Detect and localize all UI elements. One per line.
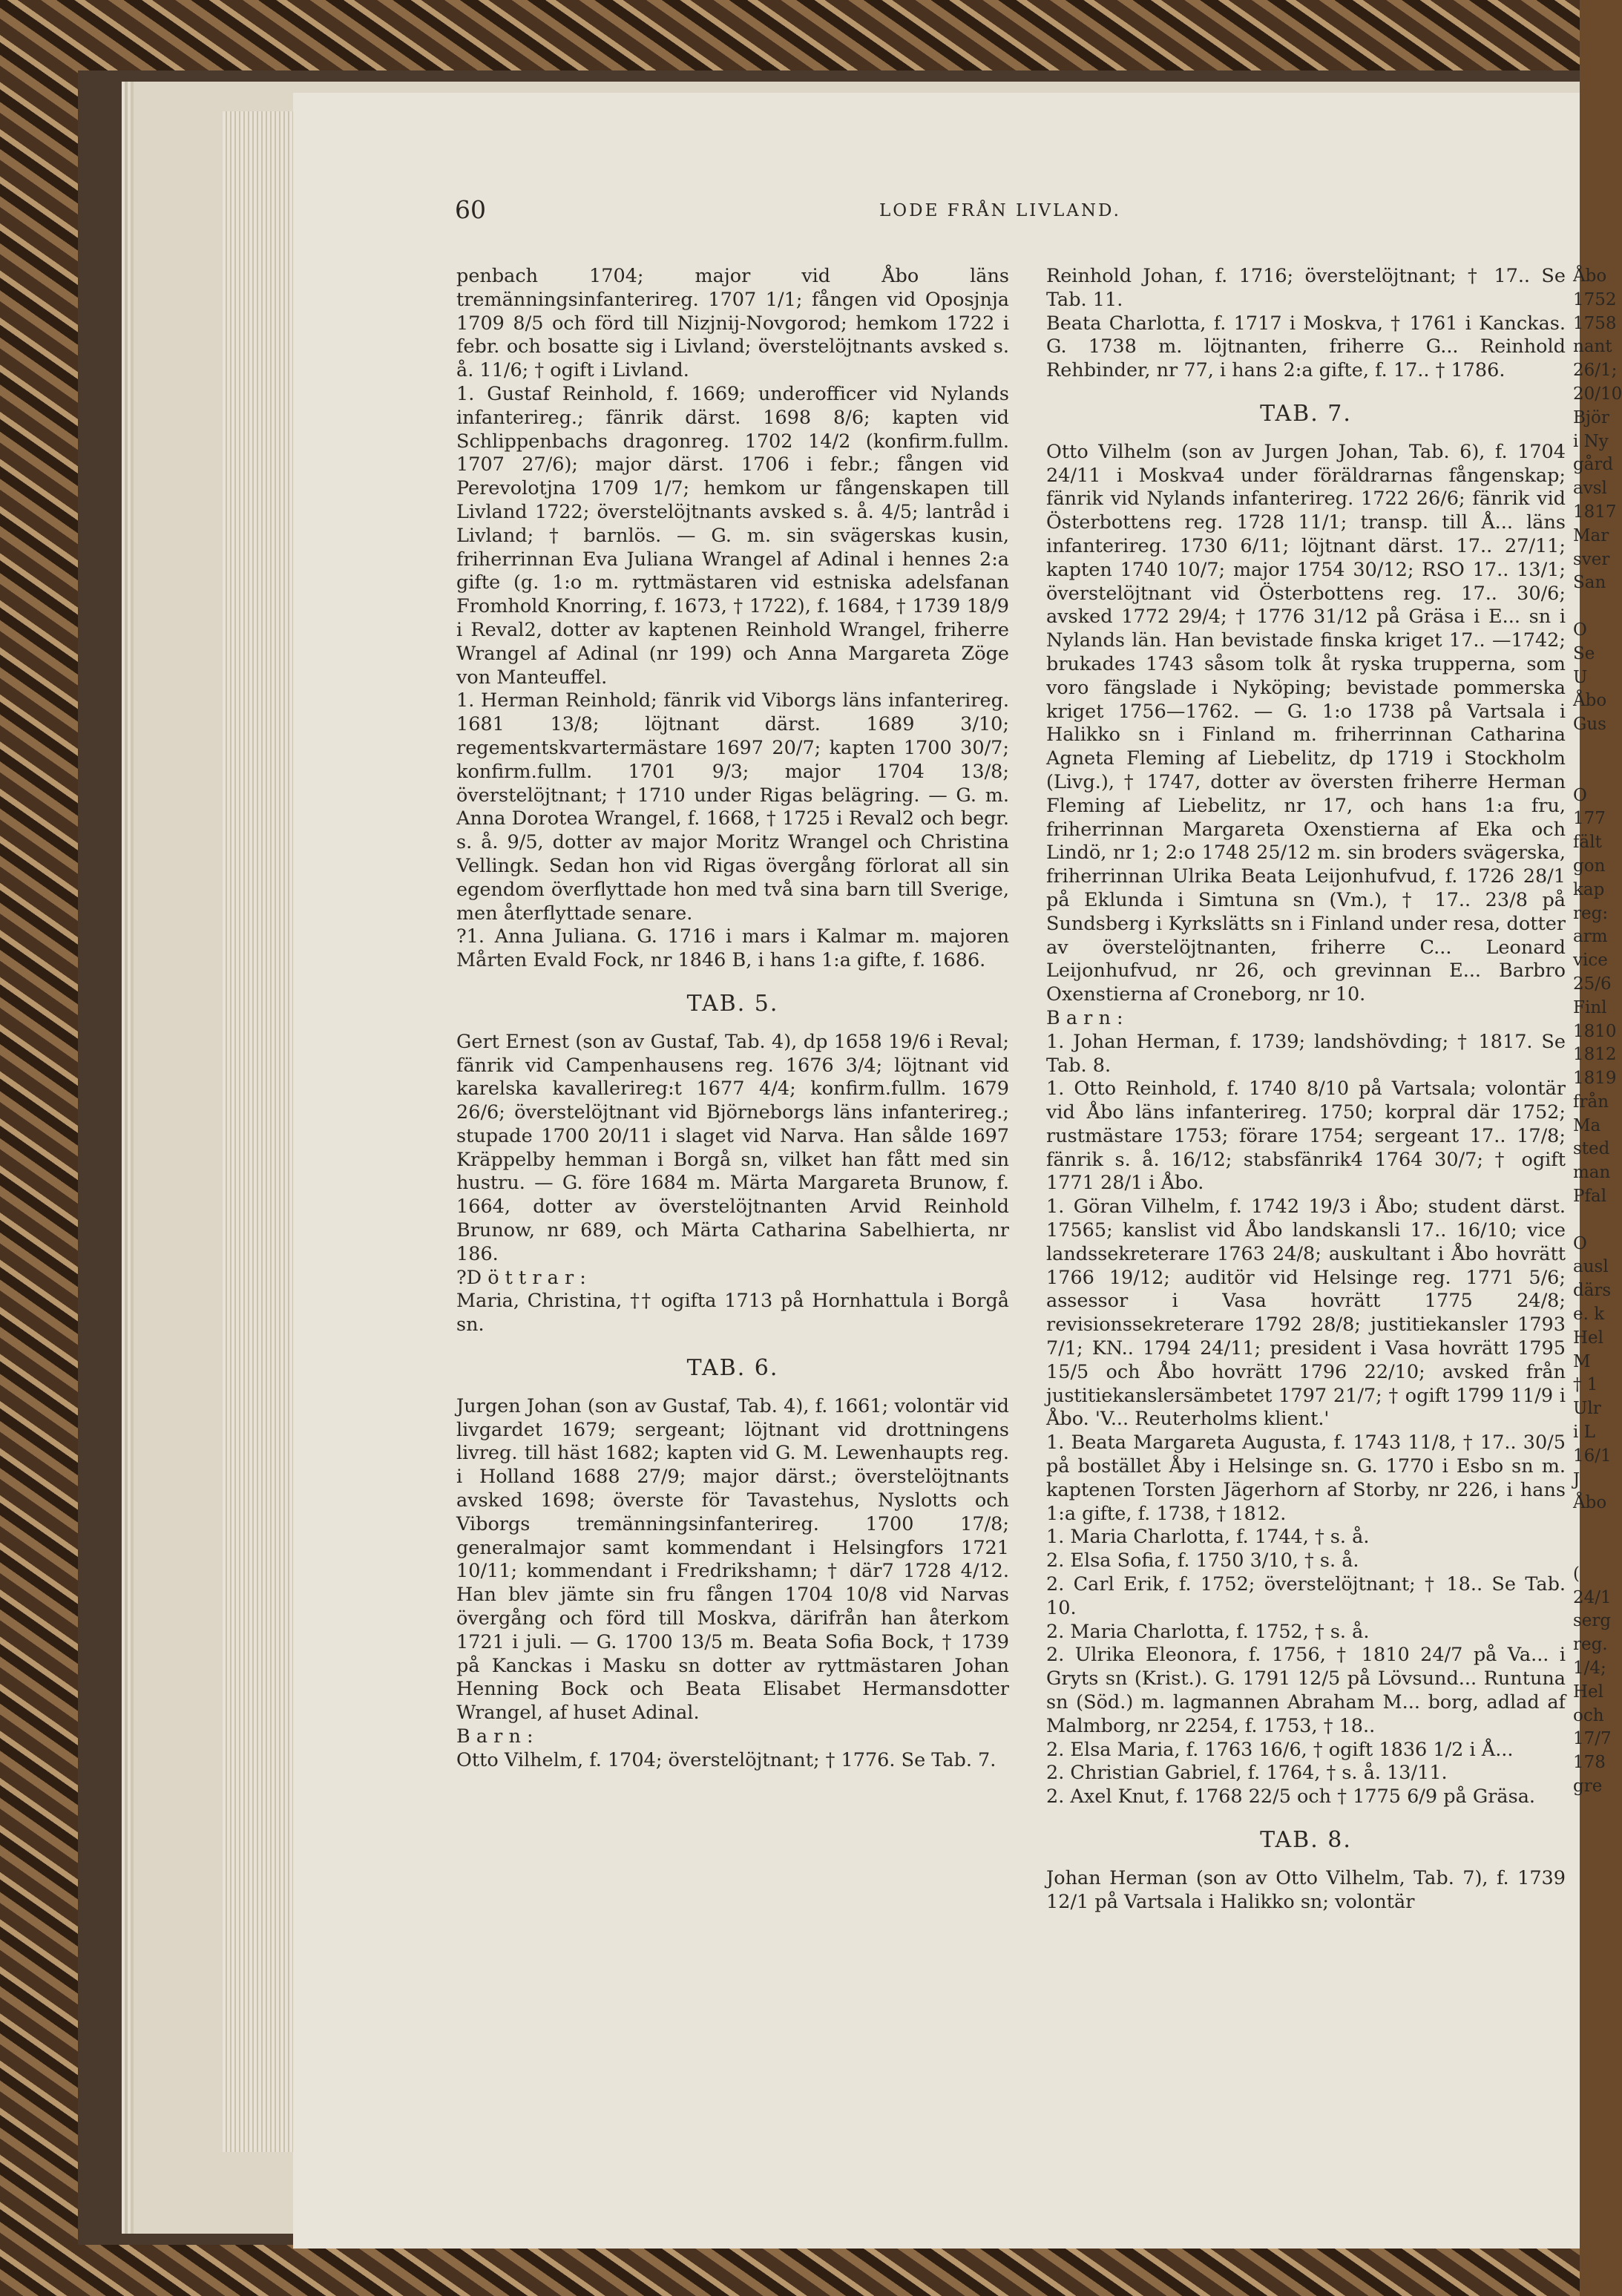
right-line-fragment: Pfal (1573, 1187, 1607, 1207)
left-paragraph: 1. Gustaf Reinhold, f. 1669; underofficer vid Nylands infanterireg.; fänrik därst. 1698 8/6; kapten vid Schlippenbachs dragonreg. 1702 14/2 (konfirm.fullm. 1707 27/6); major därst. 1706 i febr.; fången vid Perevolotjna 1709 1/7; hemkom ur fångenskapen till Livland 1722; överstelöjtnants avsked s. å. 4/5; lantråd i Livland; † barnlös. — G. m. sin svägerskas kusin, friherrinnan Eva Juliana Wrangel af Adinal i hennes 2:a gifte (g. 1:o m. ryttmästaren vid estniska adelsfanan Fromhold Knorring, f. 1673, † 1722), f. 1684, † 1739 18/9 i Reval2, dotter av kaptenen Reinhold Wrangel, friherre Wrangel af Adinal (nr 199) och Anna Margareta Zöge von Manteuffel. (456, 382, 1009, 689)
right-line-fragment: Åbo (1573, 691, 1607, 711)
middle-paragraph: 2. Elsa Sofia, f. 1750 3/10, † s. å. (1046, 1549, 1359, 1572)
right-line-fragment: man (1573, 1163, 1611, 1183)
right-line-fragment: reg: (1573, 903, 1609, 923)
middle-paragraph: 1. Beata Margareta Augusta, f. 1743 11/8, † 17.. 30/5 på bostället Åby i Helsinge sn. G. 1770 i Esbo sn m. kaptenen Torsten Jägerhorn af Storby, nr 226, i hans 1:a gifte, f. 1738, † 1812. (1046, 1431, 1566, 1525)
left-paragraph: Maria, Christina, †† ogifta 1713 på Hornhattula i Borgå sn. (456, 1290, 1009, 1336)
right-line-fragment: gård (1573, 455, 1614, 475)
right-line-fragment: 1/4; (1573, 1659, 1606, 1679)
right-line-fragment: O (1573, 785, 1587, 805)
page-edges (223, 111, 297, 2152)
right-line-fragment: 177 (1573, 809, 1606, 829)
left-paragraph: 1. Herman Reinhold; fänrik vid Viborgs läns infanterireg. 1681 13/8; löjtnant därst. 1689 3/10; regementskvartermästare 1697 20/7; kapten 1700 30/7; konfirm.fullm. 1701 9/3; major 1704 13/8; överstelöjtnant; † 1710 under Rigas belägring. — G. m. Anna Dorotea Wrangel, f. 1668, † 1725 i Reval2 och begr. s. å. 9/5, dotter av major Moritz Wrangel och Christina Vellingk. Sedan hon vid Rigas övergång förlorat all sin egendom överflyttade hon med två sina barn till Sverige, men återflyttade senare. (456, 689, 1009, 925)
right-line-fragment: e. k (1573, 1305, 1605, 1325)
right-line-fragment: Gus (1573, 715, 1606, 735)
middle-paragraph: 2. Elsa Maria, f. 1763 16/6, † ogift 1836 1/2 i Å... (1046, 1738, 1514, 1761)
middle-paragraph: 1. Otto Reinhold, f. 1740 8/10 på Vartsala; volontär vid Åbo läns infanterireg. 1750; korpral där 1752; rustmästare 1753; förare 1754; sergeant 17.. 17/8; fänrik s. å. 16/12; stabsfänrik4 1764 30/7; † ogift 1771 28/1 i Åbo. (1046, 1078, 1566, 1195)
left-paragraph: B a r n : (456, 1725, 533, 1748)
right-line-fragment: arm (1573, 927, 1608, 947)
right-line-fragment: 20/10 (1573, 384, 1622, 404)
middle-paragraph: Reinhold Johan, f. 1716; överstelöjtnant; † 17.. Se Tab. 11. (1046, 265, 1566, 311)
right-line-fragment: Se (1573, 643, 1595, 663)
left-paragraph: Gert Ernest (son av Gustaf, Tab. 4), dp 1658 19/6 i Reval; fänrik vid Campenhausens reg. 1676 3/4; löjtnant vid karelska kavallerireg:t 1677 4/4; konfirm.fullm. 1679 26/6; överstelöjtnant vid Björneborgs läns infanterireg.; stupade 1700 20/11 i slaget vid Narva. Han sålde 1697 Kräppelby hemman i Borgå sn, vilket han fått med sin hustru. — G. före 1684 m. Märta Margareta Brunow, f. 1664, dotter av överstelöjtnanten Arvid Reinhold Brunow, nr 689, och Märta Catharina Sabelhierta, nr 186. (456, 1030, 1009, 1265)
right-line-fragment: J (1573, 1469, 1580, 1489)
left-paragraph: ?D ö t t r a r : (456, 1266, 586, 1289)
middle-paragraph: 1. Göran Vilhelm, f. 1742 19/3 i Åbo; student därst. 17565; kanslist vid Åbo landskansli 17.. 16/10; vice landssekreterare 1763 24/8; auskultant i Åbo hovrätt 1766 19/12; auditör vid Helsinge reg. 1771 5/6; assessor i Vasa hovrätt 1775 24/8; revisionssekreterare 1792 28/8; justitiekansler 1793 7/1; KN.. 1794 24/11; president i Vasa hovrätt 1795 15/5 och Åbo hovrätt 1796 22/10; avsked från justitiekanslersämbetet 1797 21/7; † ogift 1799 11/9 i Åbo. 'V... Reuterholms klient.' (1046, 1195, 1566, 1431)
right-line-fragment (1573, 1515, 1618, 1539)
right-line-fragment (1573, 1209, 1618, 1233)
right-line-fragment: O (1573, 620, 1587, 640)
middle-paragraph: B a r n : (1046, 1006, 1123, 1029)
right-line-fragment: 26/1; (1573, 361, 1618, 381)
right-line-fragment: nant (1573, 337, 1612, 357)
right-line-fragment: 1817 (1573, 502, 1617, 522)
middle-paragraph: 2. Christian Gabriel, f. 1764, † s. å. 13/11. (1046, 1762, 1448, 1785)
right-line-fragment: Åbo (1573, 1493, 1607, 1513)
right-line-fragment: och (1573, 1705, 1604, 1725)
right-line-fragment: ( (1573, 1564, 1580, 1584)
right-line-fragment: i L (1573, 1423, 1595, 1443)
right-text-column-fragment (1573, 265, 1622, 1799)
right-line-fragment: gre (1573, 1777, 1603, 1796)
middle-paragraph: Johan Herman (son av Otto Vilhelm, Tab. 7), f. 1739 12/1 på Vartsala i Halikko sn; volontär (1046, 1866, 1566, 1913)
middle-paragraph: 2. Axel Knut, f. 1768 22/5 och † 1775 6/9 på Gräsa. (1046, 1785, 1536, 1808)
right-line-fragment: gon (1573, 856, 1606, 876)
right-line-fragment (1573, 737, 1618, 761)
right-line-fragment: sver (1573, 549, 1610, 569)
right-line-fragment: Björ (1573, 407, 1609, 427)
middle-paragraph: 2. Carl Erik, f. 1752; överstelöjtnant; † 18.. Se Tab. 10. (1046, 1573, 1566, 1619)
right-line-fragment: 1810 (1573, 1021, 1617, 1041)
middle-paragraph: 2. Ulrika Eleonora, f. 1756, † 1810 24/7 på Va... i Gryts sn (Krist.). G. 1791 12/5 på Lövsund... Runtuna sn (Söd.) m. lagmannen Abraham M... borg, adlad af Malmborg, nr 2254, f. 1753, † 18.. (1046, 1644, 1566, 1737)
right-line-fragment: Hel (1573, 1682, 1604, 1702)
book-page (293, 93, 1622, 2249)
right-line-fragment: ausl (1573, 1257, 1609, 1277)
left-table-heading: TAB. 5. (686, 990, 779, 1017)
right-line-fragment: 1758 (1573, 313, 1617, 333)
right-line-fragment: 1752 (1573, 289, 1617, 309)
running-head: LODE FRÅN LIVLAND. (879, 201, 1121, 220)
middle-paragraph: Beata Charlotta, f. 1717 i Moskva, † 1761 i Kanckas. G. 1738 m. löjtnanten, friherre G... Reinhold Rehbinder, nr 77, i hans 2:a gifte, f. 17.. † 1786. (1046, 312, 1566, 382)
middle-paragraph: 1. Maria Charlotta, f. 1744, † s. å. (1046, 1526, 1370, 1549)
left-paragraph: ?1. Anna Juliana. G. 1716 i mars i Kalmar m. majoren Mårten Evald Fock, nr 1846 B, i hans 1:a gifte, f. 1686. (456, 925, 1009, 972)
left-paragraph: Otto Vilhelm, f. 1704; överstelöjtnant; † 1776. Se Tab. 7. (456, 1748, 996, 1771)
left-paragraph: penbach 1704; major vid Åbo läns tremänningsinfanterireg. 1707 1/1; fången vid Oposjnja 1709 8/5 och förd till Nizjnij-Novgorod; hemkom 1722 i febr. och bosatte sig i Livland; överstelöjtnants avsked s. å. 11/6; † ogift i Livland. (456, 265, 1009, 382)
right-line-fragment: Mar (1573, 525, 1609, 545)
middle-table-heading: TAB. 7. (1260, 400, 1352, 427)
right-line-fragment (1573, 595, 1618, 619)
right-line-fragment: från (1573, 1092, 1609, 1112)
middle-text-column (1046, 265, 1566, 1914)
right-line-fragment: Ulr (1573, 1399, 1601, 1419)
right-line-fragment: fält (1573, 833, 1602, 853)
right-line-fragment: vice (1573, 951, 1608, 971)
right-line-fragment: Hel (1573, 1328, 1604, 1348)
left-paragraph: Jurgen Johan (son av Gustaf, Tab. 4), f. 1661; volontär vid livgardet 1679; sergeant; löjtnant vid drottningens livreg. till häst 1682; kapten vid G. M. Lewenhaupts reg. i Holland 1688 27/9; major därst.; överstelöjtnants avsked 1698; överste för Tavastehus, Nyslotts och Viborgs tremänningsinfanterireg. 1700 17/8; generalmajor samt kommendant i Helsingfors 1721 10/11; kommendant i Fredrikshamn; † där7 1728 4/12. Han blev jämte sin fru fången 1704 10/8 vid Narvas övergång och förd till Moskva, därifrån han återkom 1721 i juli. — G. 1700 13/5 m. Beata Sofia Bock, † 1739 på Kanckas i Masku sn dotter av ryttmästaren Johan Henning Bock och Beata Elisabet Hermansdotter Wrangel, af huset Adinal. (456, 1394, 1009, 1725)
middle-paragraph: 2. Maria Charlotta, f. 1752, † s. å. (1046, 1620, 1370, 1643)
right-line-fragment: serg (1573, 1611, 1612, 1631)
right-line-fragment (1573, 761, 1618, 784)
right-line-fragment (1573, 1539, 1618, 1563)
right-line-fragment: 24/1 (1573, 1587, 1612, 1607)
left-text-column (456, 265, 1009, 1773)
middle-table-heading: TAB. 8. (1260, 1827, 1352, 1853)
right-line-fragment: 16/1 (1573, 1446, 1612, 1466)
right-line-fragment: i Ny (1573, 431, 1609, 451)
right-line-fragment: reg. (1573, 1635, 1608, 1655)
right-line-fragment: 178 (1573, 1753, 1606, 1773)
right-line-fragment: därs (1573, 1281, 1612, 1301)
right-line-fragment: sted (1573, 1139, 1610, 1159)
middle-paragraph: 1. Johan Herman, f. 1739; landshövding; † 1817. Se Tab. 8. (1046, 1030, 1566, 1077)
right-line-fragment: Finl (1573, 997, 1607, 1017)
right-line-fragment: M (1573, 1351, 1591, 1371)
right-line-fragment: kap (1573, 879, 1605, 899)
right-line-fragment: avsl (1573, 479, 1607, 499)
right-line-fragment: Ma (1573, 1115, 1601, 1135)
right-line-fragment: 25/6 (1573, 974, 1612, 994)
right-line-fragment: 1819 (1573, 1069, 1617, 1089)
right-line-fragment: Åbo (1573, 266, 1607, 286)
middle-paragraph: Otto Vilhelm (son av Jurgen Johan, Tab. 6), f. 1704 24/11 i Moskva4 under föräldrarnas fångenskap; fänrik vid Nylands infanterireg. 1722 26/6; fänrik vid Österbottens reg. 1728 11/1; transp. till Å... läns infanterireg. 1730 6/11; löjtnant därst. 17.. 27/11; kapten 1740 10/7; major 1754 30/12; RSO 17.. 13/1; överstelöjtnant vid Österbottens reg. 17.. 30/6; avsked 1772 29/4; † 1776 31/12 på Gräsa i E... sn i Nylands län. Han bevistade finska kriget 17.. —1742; brukades 1743 såsom tolk åt ryska trupperna, som voro fängslade i Nyköping; bevistade pommerska kriget 1756—1762. — G. 1:o 1738 på Vartsala i Halikko sn i Finland m. friherrinnan Catharina Agneta Fleming af Liebelitz, dp 1719 i Stockholm (Livg.), † 1747, dotter av översten friherre Herman Fleming af Liebelitz, nr 17, och hans 1:a fru, friherrinnan Margareta Oxenstierna af Eka och Lindö, nr 1; 2:o 1748 25/12 m. sin broders svägerska, friherrinnan Ulrika Beata Leijonhufvud, f. 1726 28/1 på Eklunda i Simtuna sn (Vm.), † 17.. 23/8 på Sundsberg i Kyrkslätts sn i Finland under resa, dotter av överstelöjtnanten, friherre C... Leonard Leijonhufvud, nr 26, och grevinnan E... Barbro Oxenstierna af Croneborg, nr 10. (1046, 440, 1566, 1006)
right-line-fragment: † 1 (1573, 1375, 1598, 1395)
left-table-heading: TAB. 6. (686, 1355, 779, 1382)
right-line-fragment: O (1573, 1233, 1587, 1253)
right-line-fragment: 1812 (1573, 1045, 1617, 1065)
right-line-fragment: 17/7 (1573, 1729, 1612, 1749)
page-number: 60 (455, 195, 486, 224)
right-line-fragment: San (1573, 573, 1606, 593)
right-line-fragment: U (1573, 667, 1588, 687)
